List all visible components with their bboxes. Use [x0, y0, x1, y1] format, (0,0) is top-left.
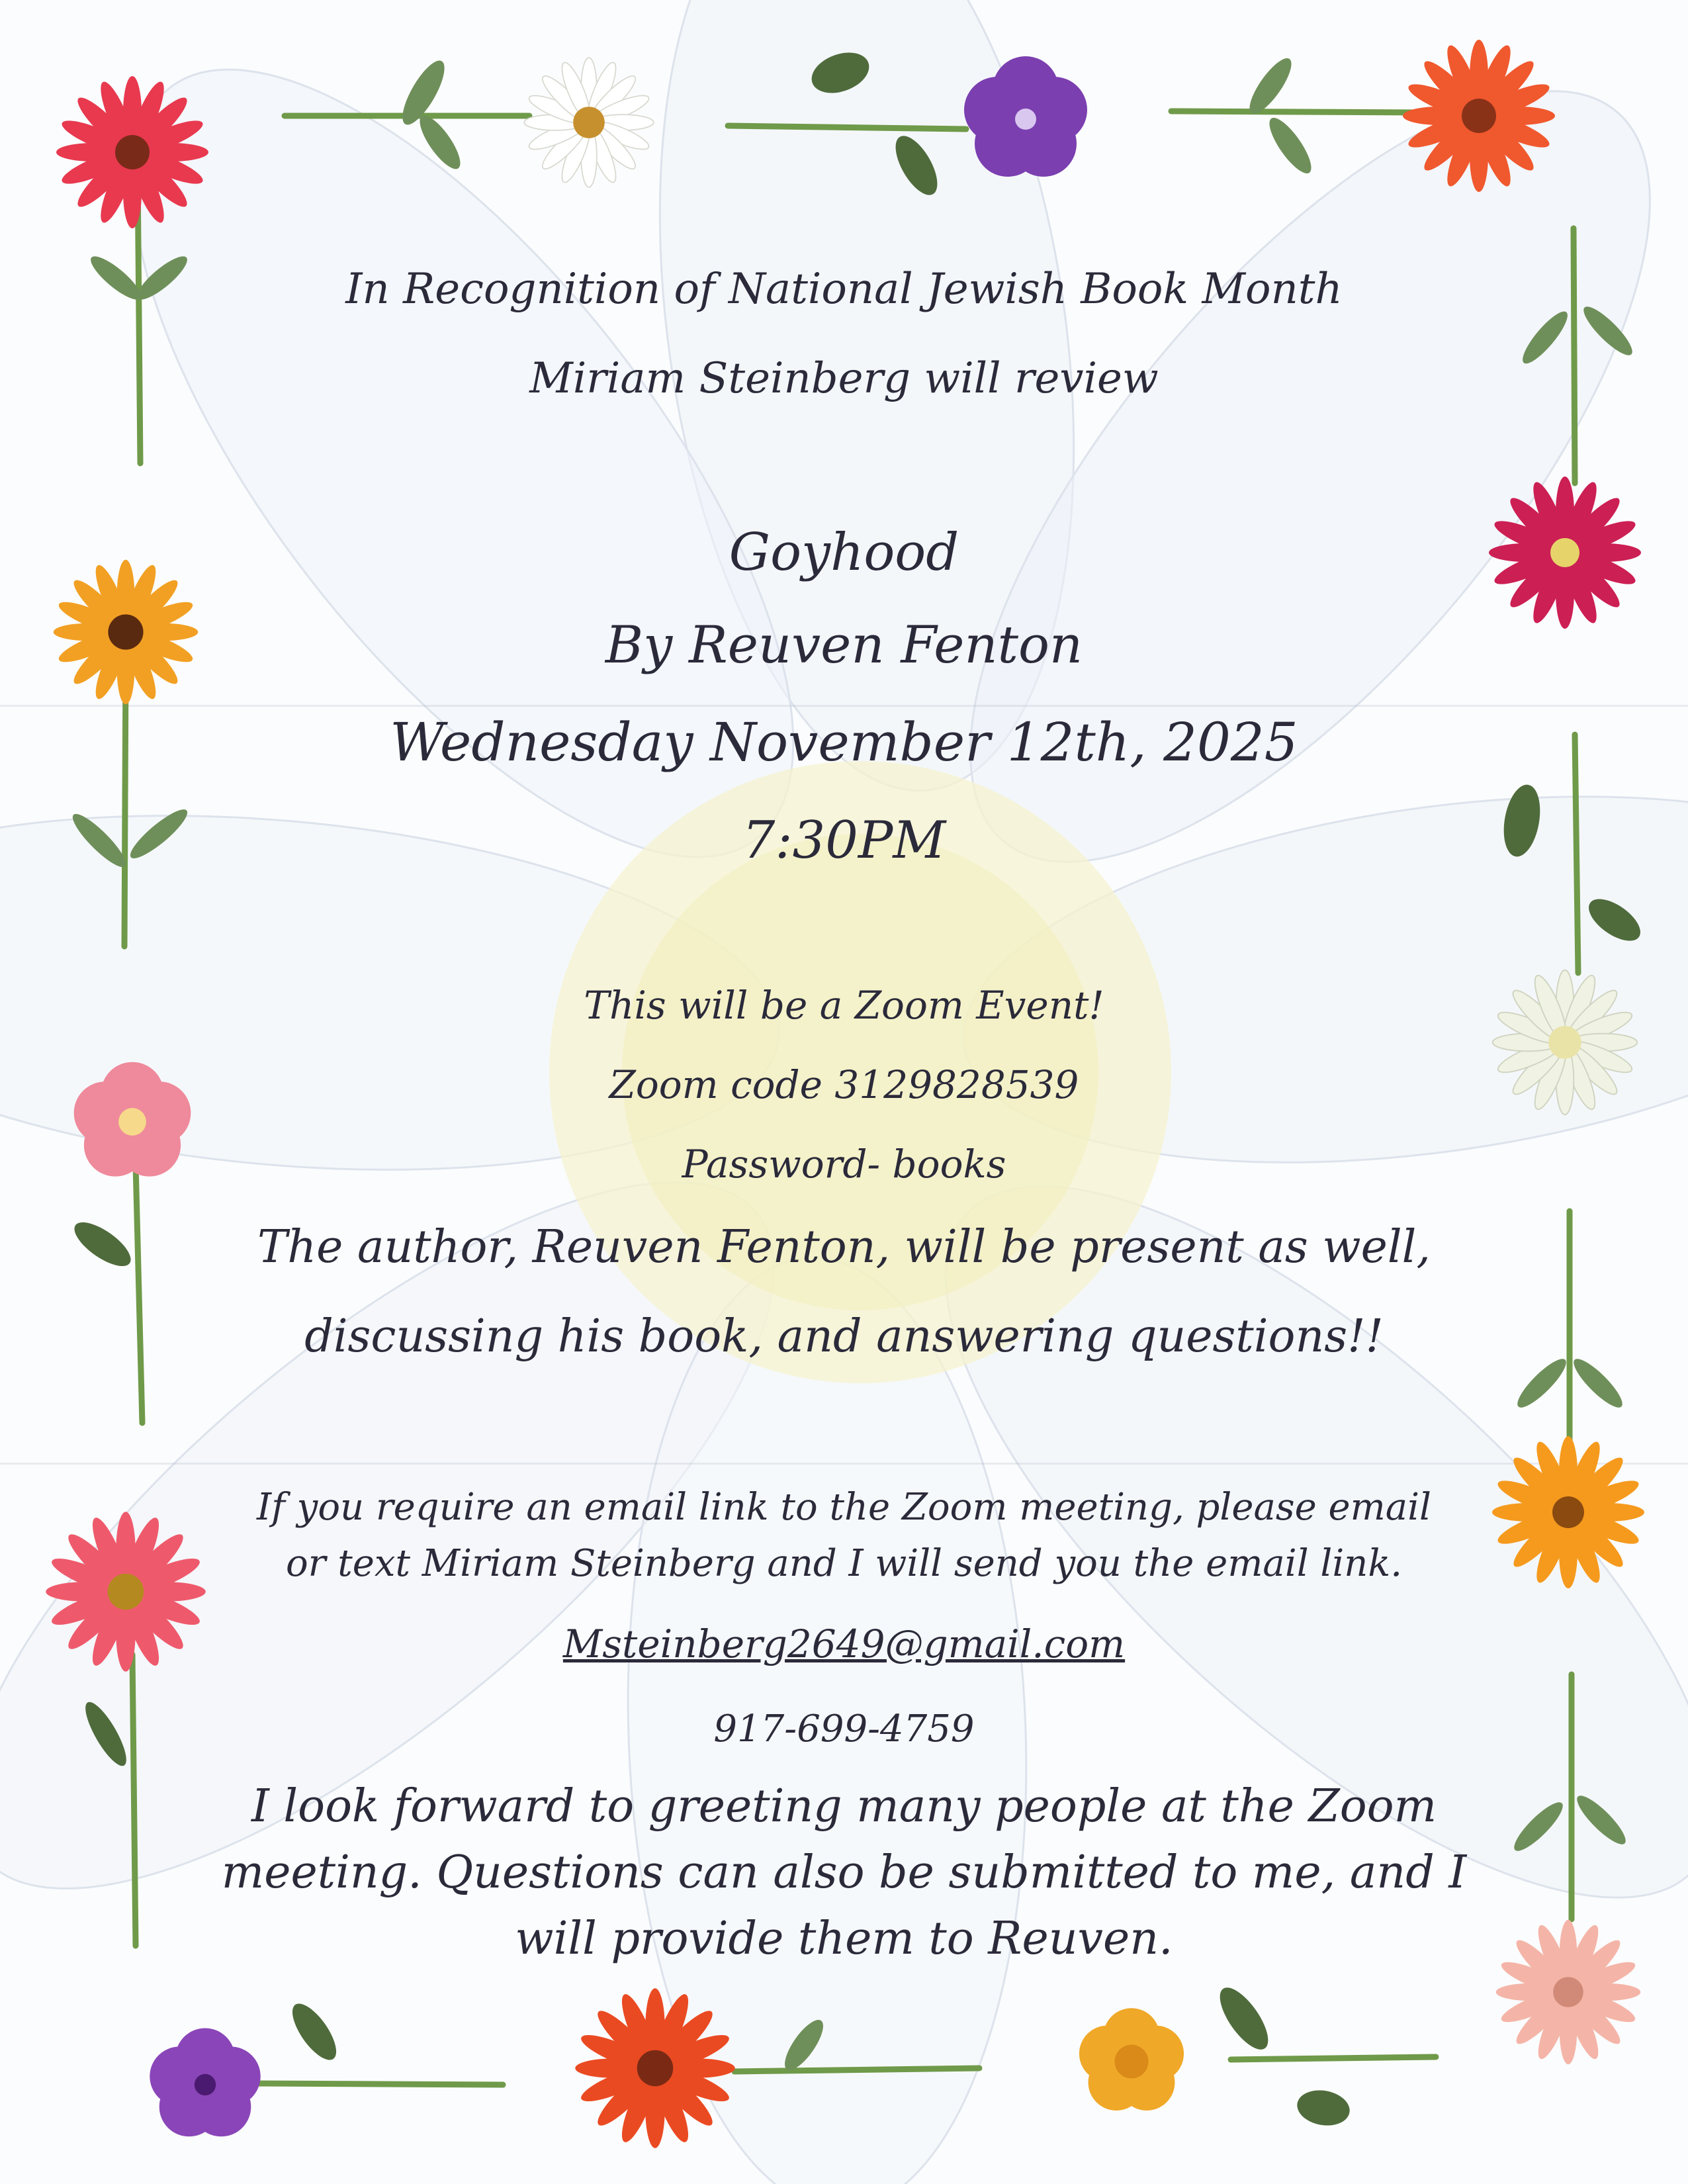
reviewer-line: Miriam Steinberg will review: [529, 354, 1159, 403]
yellow-ranunculus: [1079, 2008, 1184, 2111]
closing-line-1: I look forward to greeting many people at the Zoom: [251, 1780, 1437, 1833]
contact-phone: 917-699-4759: [713, 1707, 975, 1751]
orange-gerbera: [1403, 40, 1555, 192]
email-request-line-2: or text Miriam Steinberg and I will send you the email link.: [285, 1542, 1403, 1585]
contact-email-link[interactable]: Msteinberg2649@gmail.com: [562, 1621, 1126, 1666]
book-author: By Reuven Fenton: [605, 615, 1083, 675]
white-daisy: [524, 58, 654, 187]
closing-line-2: meeting. Questions can also be submitted to me, and I: [221, 1846, 1467, 1899]
zoom-event-notice: This will be a Zoom Event!: [584, 983, 1104, 1028]
email-request-line-1: If you require an email link to the Zoom meeting, please email: [257, 1486, 1431, 1529]
red-gerbera: [56, 76, 208, 228]
zoom-password: Password- books: [682, 1142, 1006, 1187]
purple-petunia: [150, 2028, 260, 2137]
author-present-line-2: discussing his book, and answering questions!!: [304, 1310, 1384, 1363]
book-title: Goyhood: [729, 523, 959, 582]
event-time: 7:30PM: [742, 811, 946, 870]
purple-pansy: [964, 56, 1087, 177]
event-date: Wednesday November 12th, 2025: [390, 711, 1298, 773]
zoom-code: Zoom code 3129828539: [609, 1062, 1079, 1107]
closing-line-3: will provide them to Reuven.: [515, 1913, 1173, 1965]
intro-line: In Recognition of National Jewish Book Month: [345, 265, 1343, 314]
orange-gerbera-3: [575, 1988, 735, 2148]
author-present-line-1: The author, Reuven Fenton, will be present as well,: [257, 1221, 1431, 1273]
